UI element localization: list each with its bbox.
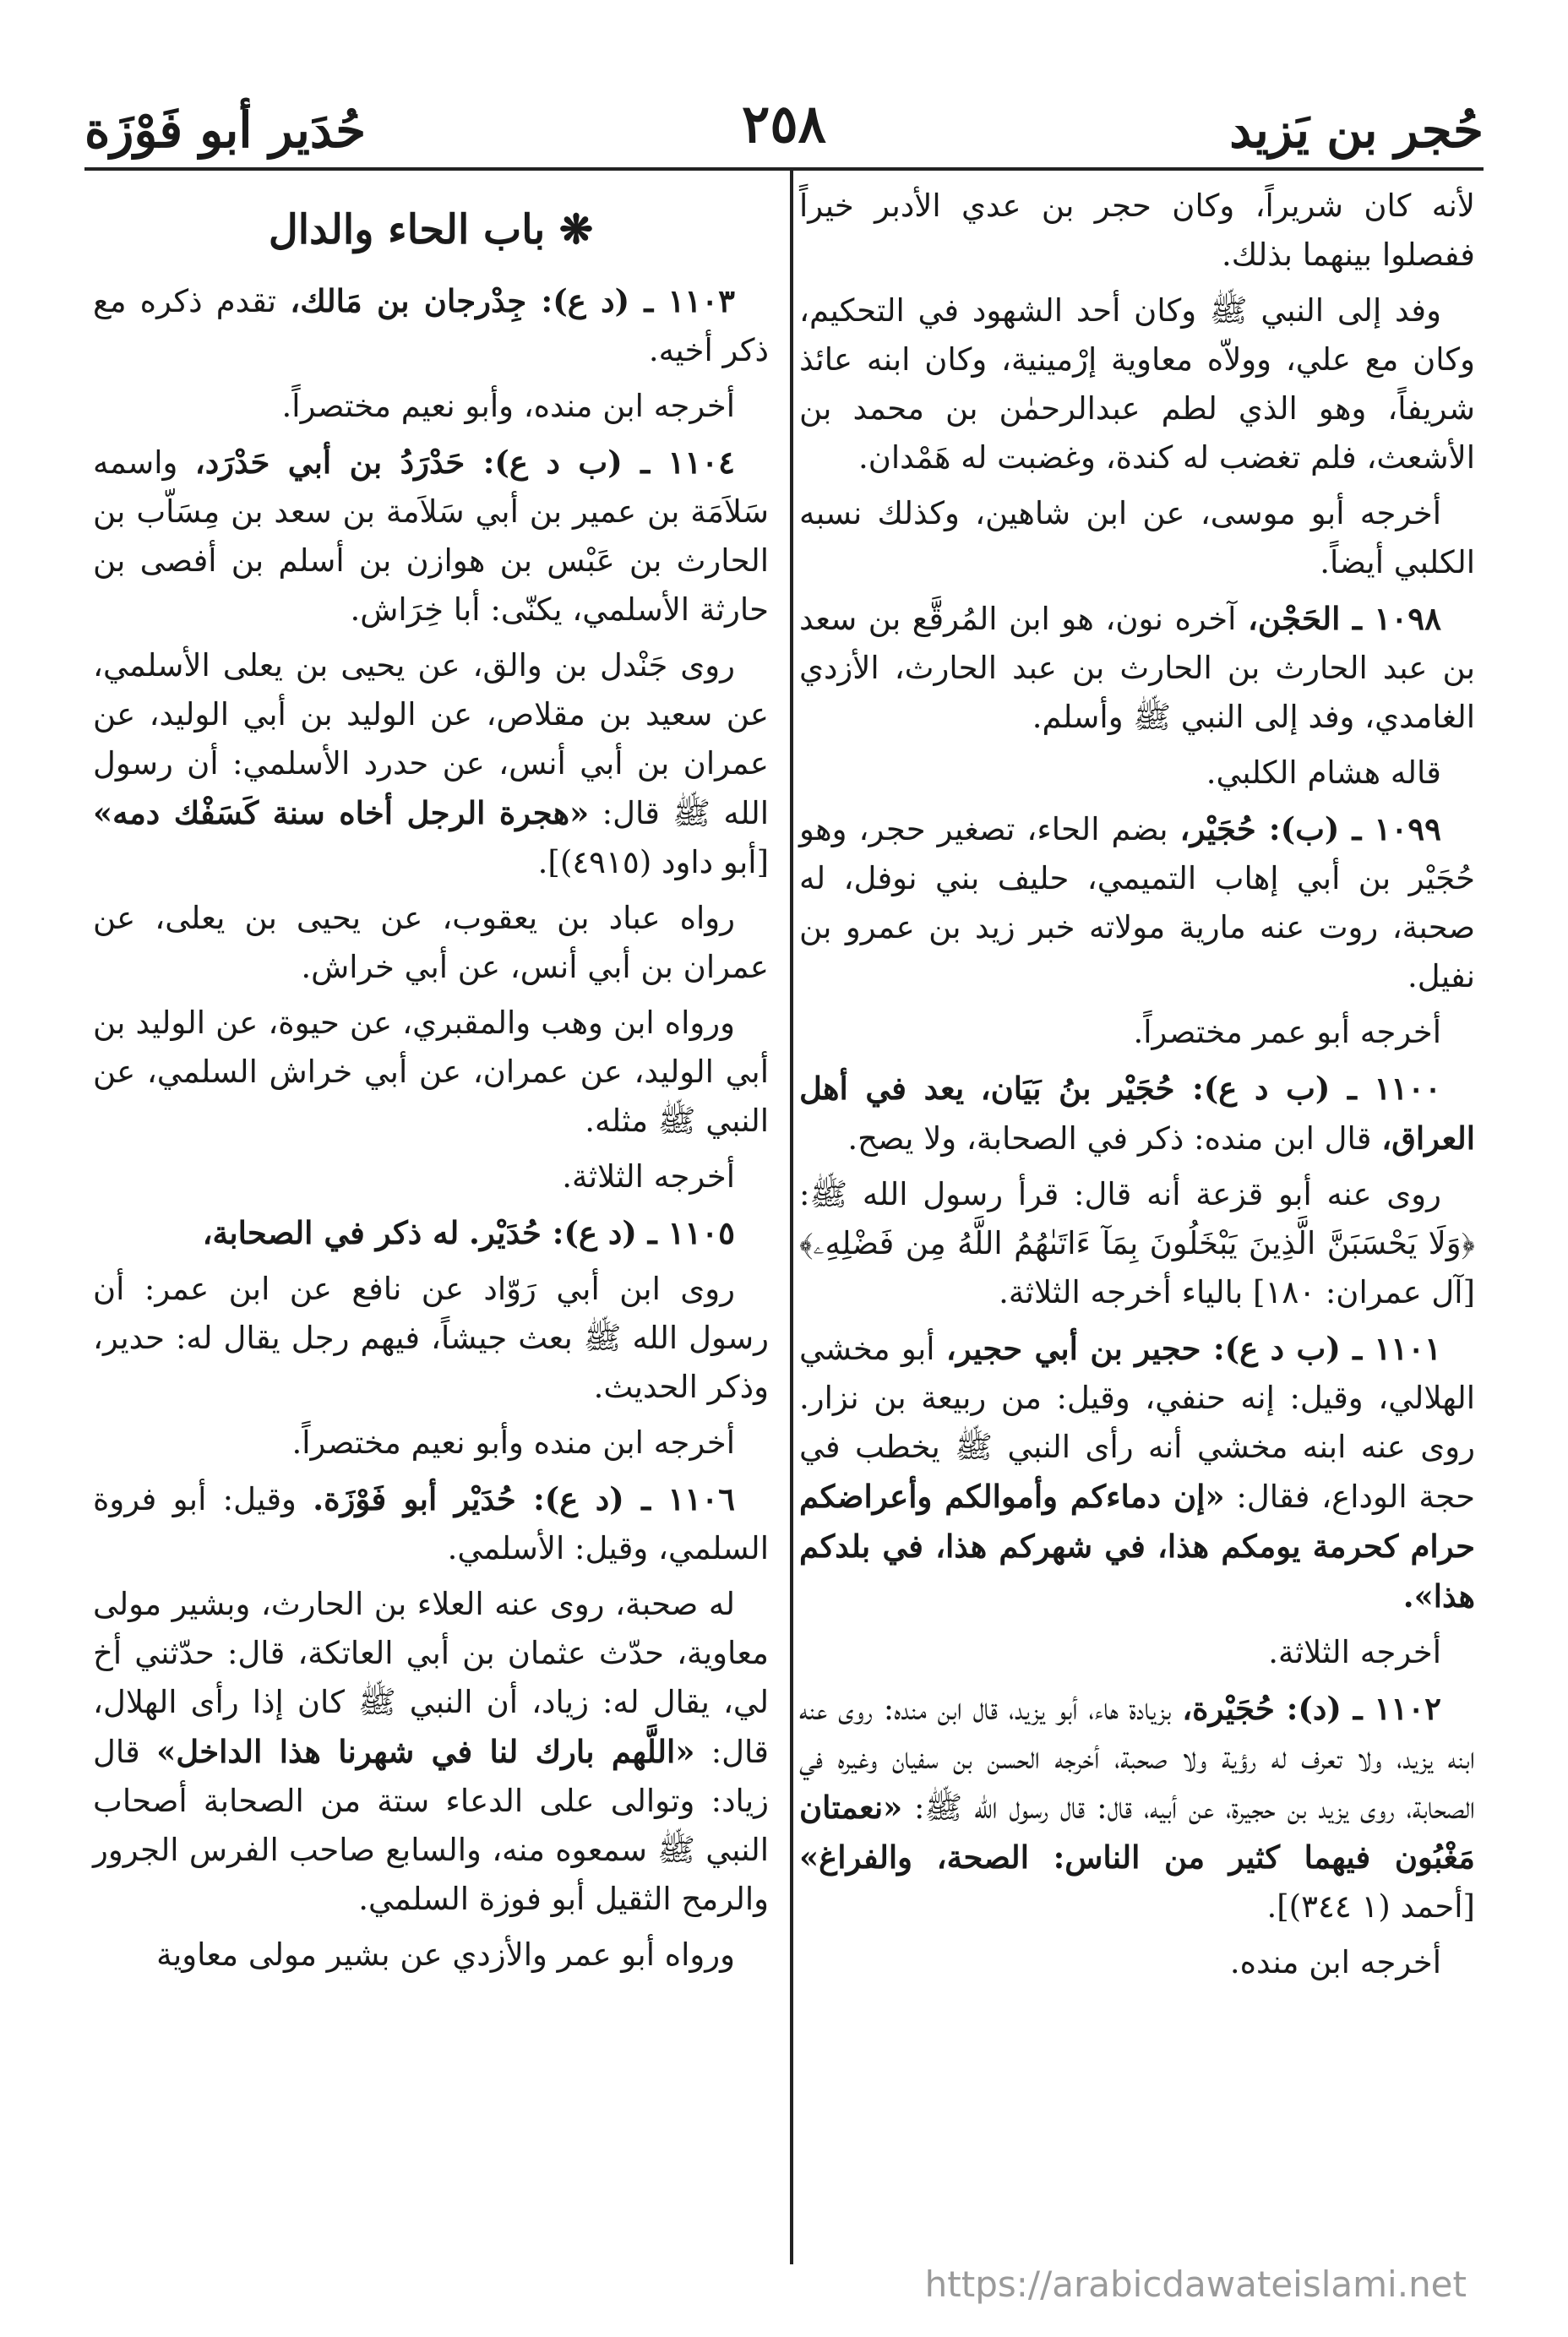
watermark-url: https://arabicdawateislami.net [924, 2263, 1467, 2305]
entry-1101 [799, 1324, 1475, 1621]
entry-number: ١١٠٣ ـ (د ع): جِدْرجان بن مَالك، [290, 282, 735, 319]
entry-text: بضم الحاء، تصغير حجر، وهو حُجَيْر بن أبي إهاب التميمي، حليف بني نوفل، له صحبة، روت عنه مارية مولاته خبر زيد بن عمرو بن نفيل. [799, 811, 1475, 994]
column-divider [790, 169, 793, 2264]
paragraph-text: له صحبة، روى عنه العلاء بن الحارث، وبشير مولى معاوية، حدّث عثمان بن أبي العاتكة، قال: حدّثني أخ لي، يقال له: زياد، أن النبي ﷺ كان إذا رأى الهلال، قال: [93, 1586, 769, 1770]
section-heading: ❋ باب الحاء والدال [268, 206, 594, 253]
right-column [799, 182, 1475, 1994]
paragraph: وفد إلى النبي ﷺ وكان أحد الشهود في التحكيم، وكان مع علي، وولاّه معاوية إرْمينية، وكان ابنه عائذ شريفاً، وهو الذي لطم عبدالرحمٰن بن محمد بن الأشعث، فلم تغضب له كندة، وغضبت له هَمْدان. [799, 292, 1475, 476]
entry-number: ١٠٩٨ ـ الحَجْن، [1247, 600, 1442, 637]
entry-number: ١١٠٥ ـ (د ع): حُدَيْر. [469, 1214, 735, 1251]
page-number: ٢٥٨ [742, 93, 826, 155]
running-head-left: حُدَير أبو فَوْزَة [84, 101, 367, 159]
paragraph: ورواه ابن وهب والمقبري، عن حيوة، عن الوليد بن أبي الوليد، عن عمران، عن أبي خراش السلمي، عن النبي ﷺ مثله. [93, 1005, 769, 1139]
citation: [أحمد (١ ٣٤٤)]. [1266, 1888, 1475, 1925]
paragraph: أخرجه الثلاثة. [1268, 1634, 1441, 1670]
hadith-quote: «نعمتان مَغْبُون فيهما كثير من الناس: الصحة، والفراغ» [799, 1789, 1475, 1876]
paragraph: ورواه أبو عمر والأزدي عن بشير مولى معاوية [156, 1937, 735, 1973]
entry-text: وقيل: أبو فروة السلمي، وقيل: الأسلمي. [93, 1481, 769, 1566]
hadith-quote: «هجرة الرجل أخاه سنة كَسَفْك دمه» [93, 794, 590, 831]
entry-1102 [799, 1684, 1475, 1931]
entry-1100 [799, 1064, 1475, 1163]
paragraph [93, 641, 769, 887]
left-column [93, 182, 769, 1986]
entry-1103 [93, 276, 769, 375]
paragraph: روى عنه أبو قزعة أنه قال: قرأ رسول الله ﷺ: ﴿وَلَا يَحْسَبَنَّ الَّذِينَ يَبْخَلُونَ بِمَآ ءَاتَىٰهُمُ اللَّهُ مِن فَضْلِهِۦ﴾ [آل عمران: ١٨٠] بالياء أخرجه الثلاثة. [799, 1176, 1475, 1310]
entry-number: ١١٠١ ـ (ب د ع): حجير بن أبي حجير، [945, 1330, 1441, 1367]
paragraph [93, 1580, 769, 1924]
paragraph-text: روى جَنْدل بن والق، عن يحيى بن يعلى الأسلمي، عن سعيد بن مقلاص، عن الوليد بن أبي الوليد، عن عمران بن أبي أنس، عن حدرد الأسلمي: أن رسول الله ﷺ قال: [93, 647, 769, 831]
hadith-quote: «اللَّهم بارك لنا في شهرنا هذا الداخل» [156, 1733, 695, 1770]
running-head-right: حُجر بن يَزيد [1229, 101, 1484, 159]
entry-number: ١١٠٤ ـ (ب د ع): حَدْرَدُ بن أبي حَدْرَد، [194, 444, 736, 481]
entry-1099 [799, 804, 1475, 1001]
entry-1105 [93, 1208, 769, 1258]
entry-head: يعد في أهل العراق، [799, 1070, 1475, 1157]
hadith-quote: «إن دماءكم وأموالكم وأعراضكم حرام كحرمة يومكم هذا، في شهركم هذا، في بلدكم هذا». [799, 1478, 1475, 1615]
entry-1098 [799, 594, 1475, 742]
paragraph: قاله هشام الكلبي. [1206, 754, 1441, 791]
citation: [أبو داود (٤٩١٥)]. [537, 844, 769, 880]
entry-number: ١٠٩٩ ـ (ب): حُجَيْر، [1179, 810, 1442, 847]
entry-text: بزيادة هاء، أبو يزيد، قال ابن منده: روى عنه ابنه يزيد، ولا تعرف له رؤية ولا صحبة، أخرجه الحسن بن سفيان وغيره في الصحابة، روى يزيد بن حجيرة، عن أبيه، قال: قال رسول الله ﷺ: [799, 1691, 1475, 1826]
entry-1106 [93, 1474, 769, 1573]
paragraph: رواه عباد بن يعقوب، عن يحيى بن يعلى، عن عمران بن أبي أنس، عن أبي خراش. [93, 900, 769, 985]
paragraph: أخرجه الثلاثة. [562, 1158, 735, 1195]
entry-number: ١١٠٠ ـ (ب د ع): حُجَيْر بنُ بَيَان، [980, 1070, 1441, 1107]
entry-number: ١١٠٢ ـ (د): حُجَيْرة، [1182, 1690, 1442, 1727]
paragraph: أخرجه أبو عمر مختصراً. [1133, 1014, 1441, 1050]
paragraph: أخرجه أبو موسى، عن ابن شاهين، وكذلك نسبه الكلبي أيضاً. [799, 495, 1475, 580]
entry-text: تقدم ذكره مع ذكر أخيه. [93, 283, 769, 368]
paragraph-text: قال زياد: وتوالى على الدعاء ستة من الصحابة أصحاب النبي ﷺ سمعوه منه، والسابع صاحب الفرس الجرور والرمح الثقيل أبو فوزة السلمي. [93, 1734, 769, 1917]
page-header [84, 93, 1484, 161]
entry-text: قال ابن منده: ذكر في الصحابة، ولا يصح. [847, 1120, 1372, 1157]
paragraph: لأنه كان شريراً، وكان حجر بن عدي الأدبر خيراً ففصلوا بينهما بذلك. [799, 188, 1475, 273]
paragraph: أخرجه ابن منده وأبو نعيم مختصراً. [291, 1425, 735, 1461]
paragraph: روى ابن أبي رَوّاد عن نافع عن ابن عمر: أن رسول الله ﷺ بعث جيشاً، فيهم رجل يقال له: حدير، وذكر الحديث. [93, 1271, 769, 1405]
header-rule [84, 167, 1484, 171]
entry-text: آخره نون، هو ابن المُرقَّع بن سعد بن عبد الحارث بن الحارث بن عبد الحارث، الأزدي الغامدي، وفد إلى النبي ﷺ وأسلم. [799, 601, 1475, 735]
entry-text: أبو مخشي الهلالي، وقيل: إنه حنفي، وقيل: من ربيعة بن نزار. روى عنه ابنه مخشي أنه رأى النبي ﷺ يخطب في حجة الوداع، فقال: [799, 1331, 1476, 1515]
entry-number: ١١٠٦ ـ (د ع): حُدَيْر أبو فَوْزَة. [313, 1480, 735, 1517]
paragraph: أخرجه ابن منده، وأبو نعيم مختصراً. [281, 388, 735, 424]
paragraph: أخرجه ابن منده. [1229, 1944, 1441, 1980]
entry-1104 [93, 438, 769, 635]
entry-head: له ذكر في الصحابة، [202, 1214, 460, 1251]
entry-text: واسمه سَلاَمَة بن عمير بن أبي سَلاَمة بن سعد بن مِسَاّب بن الحارث بن عَبْس بن هوازن بن أسلم بن أفصى بن حارثة الأسلمي، يكنّى: أبا خِرَاش. [93, 444, 769, 628]
